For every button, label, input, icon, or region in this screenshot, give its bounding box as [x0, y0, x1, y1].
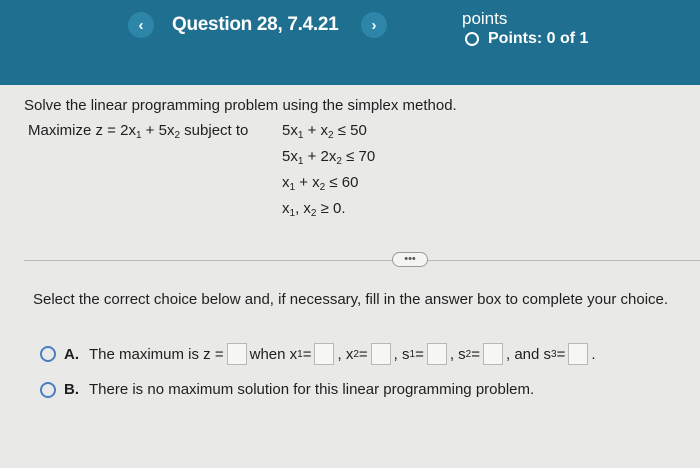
- answer-box-s3[interactable]: [568, 343, 588, 365]
- points-label: points: [462, 9, 508, 28]
- subscript: 2: [174, 130, 181, 141]
- constraint-row: $5x_1 + x_2 \le 50$: [282, 122, 367, 141]
- constraints-list: [282, 118, 375, 222]
- next-question-button[interactable]: ›: [361, 12, 387, 38]
- objective-text: + 5x: [141, 122, 175, 139]
- answer-box-x1[interactable]: [314, 343, 334, 365]
- choice-a[interactable]: A. The maximum is z = when x 1 = , x 2 = , s 1 = , s 2 = , and s 3 = .: [40, 343, 596, 365]
- answer-box-z[interactable]: [227, 343, 247, 365]
- header-bar: [0, 0, 700, 85]
- answer-box-s1[interactable]: [427, 343, 447, 365]
- instruction-text: Select the correct choice below and, if necessary, fill in the answer box to complete your choice.: [33, 291, 669, 308]
- choice-a-letter: A.: [64, 345, 79, 363]
- points-status: [465, 30, 588, 48]
- choice-b-text: There is no maximum solution for this linear programming problem.: [89, 381, 535, 398]
- subscript: 1: [135, 130, 142, 141]
- objective-text: Maximize z = 2x: [28, 122, 136, 139]
- circle-icon: [465, 32, 479, 46]
- objective-text: subject to: [180, 122, 249, 139]
- constraint-row: $5x_1 + 2x_2 \le 70$: [282, 148, 376, 167]
- question-title: Question 28, 7.4.21: [172, 14, 339, 35]
- radio-choice-b[interactable]: [40, 382, 56, 398]
- answer-box-s2[interactable]: [483, 343, 503, 365]
- points-value: Points: 0 of 1: [488, 30, 589, 47]
- choice-b-letter: B.: [64, 381, 79, 398]
- answer-box-x2[interactable]: [371, 343, 391, 365]
- problem-statement: Solve the linear programming problem using the simplex method.: [24, 97, 457, 114]
- more-button[interactable]: •••: [392, 252, 428, 267]
- objective-function: [28, 122, 248, 141]
- constraint-row: $x_1$, $x_2 \ge 0$.: [282, 200, 346, 219]
- radio-choice-a[interactable]: [40, 346, 56, 362]
- choice-a-text: The maximum is z =: [89, 345, 224, 363]
- choice-b[interactable]: [40, 381, 534, 398]
- divider: [24, 260, 700, 261]
- constraint-row: $x_1 + x_2 \le 60$: [282, 174, 359, 193]
- previous-question-button[interactable]: ‹: [128, 12, 154, 38]
